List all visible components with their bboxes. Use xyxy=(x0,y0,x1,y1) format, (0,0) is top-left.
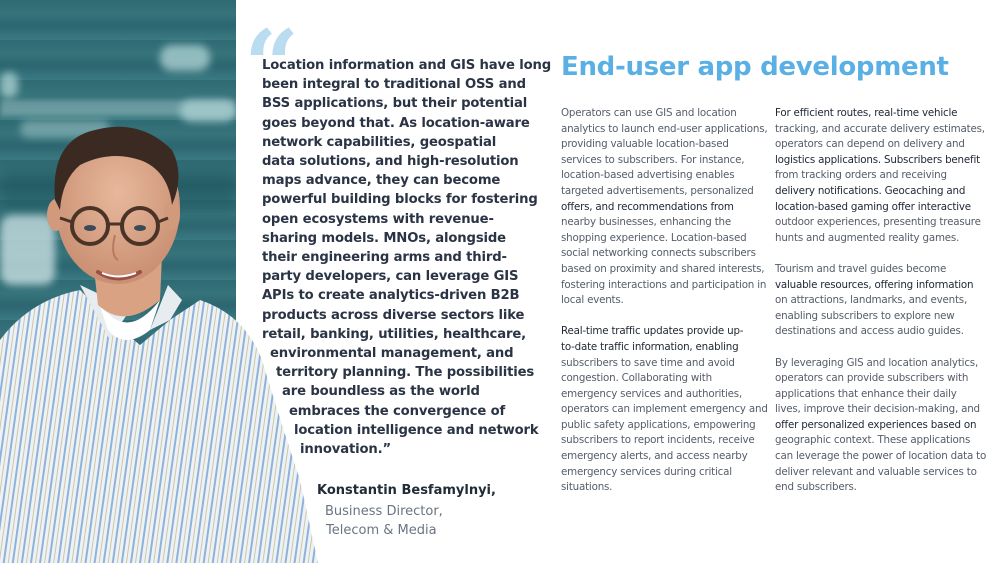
article-paragraph xyxy=(775,262,995,340)
quote-line: their engineering arms and third- xyxy=(262,250,507,266)
quote-line: location intelligence and network xyxy=(294,422,539,438)
paragraph-line: location-based gaming offer interactive xyxy=(775,200,971,213)
pull-quote xyxy=(262,56,552,459)
paragraph-line: services to subscribers. For instance, xyxy=(561,153,745,166)
quote-line: embraces the convergence of xyxy=(289,403,506,419)
quote-line: Location information and GIS have long xyxy=(262,58,552,73)
article-paragraph xyxy=(775,106,995,246)
paragraph-line: lives, improve their decision-making, and xyxy=(775,403,980,416)
paragraph-line: offers, and recommendations from xyxy=(561,200,734,213)
paragraph-line: Real-time traffic updates provide up- xyxy=(561,325,744,338)
quote-line: goes beyond that. As location-aware xyxy=(262,115,530,131)
paragraph-line: fostering interactions and participation in xyxy=(561,278,767,291)
paragraph-line: emergency services and authorities, xyxy=(561,387,743,400)
paragraph-line: subscribers to report incidents, receive xyxy=(561,434,755,447)
quote-mark-icon: “ xyxy=(244,9,294,122)
article-column-left xyxy=(561,106,771,511)
paragraph-line: analytics to launch end-user applications, xyxy=(561,122,768,135)
paragraph-line: valuable resources, offering information xyxy=(775,278,974,291)
paragraph-line: delivery notifications. Geocaching and xyxy=(775,184,966,197)
paragraph-line: emergency services during critical xyxy=(561,465,732,478)
paragraph-line: operators can provide subscribers with xyxy=(775,372,969,385)
paragraph-line: targeted advertisements, personalized xyxy=(561,184,754,197)
paragraph-line: social networking connects subscribers xyxy=(561,247,756,260)
quote-line: party developers, can leverage GIS xyxy=(262,269,519,285)
quote-line: BSS applications, but their potential xyxy=(262,96,528,112)
paragraph-line: on attractions, landmarks, and events, xyxy=(775,294,968,307)
paragraph-line: destinations and access audio guides. xyxy=(775,325,964,338)
quote-line: APIs to create analytics-driven B2B xyxy=(262,288,520,304)
paragraph-line: providing valuable location-based xyxy=(561,138,729,151)
quote-line: been integral to traditional OSS and xyxy=(262,77,526,93)
paragraph-line: tracking, and accurate delivery estimates, xyxy=(775,122,985,135)
quote-author-role xyxy=(325,502,443,540)
paragraph-line: operators can implement emergency and xyxy=(561,403,768,416)
paragraph-line: public safety applications, empowering xyxy=(561,418,756,431)
quote-line: powerful building blocks for fostering xyxy=(262,192,538,208)
paragraph-line: Tourism and travel guides become xyxy=(775,262,947,275)
paragraph-line: local events. xyxy=(561,294,624,307)
article-paragraph xyxy=(775,356,995,496)
paragraph-line: end subscribers. xyxy=(775,481,857,494)
paragraph-line: emergency alerts, and access nearby xyxy=(561,450,748,463)
article-column-right xyxy=(775,106,995,511)
quote-line: open ecosystems with revenue- xyxy=(262,211,494,227)
quote-line: products across diverse sectors like xyxy=(262,307,525,323)
paragraph-line: enabling subscribers to explore new xyxy=(775,309,955,322)
quote-line: innovation.” xyxy=(300,442,392,458)
quote-author-department: Telecom & Media xyxy=(326,523,437,538)
article-title: End-user app development xyxy=(561,52,949,82)
paragraph-line: to-date traffic information, enabling xyxy=(561,340,739,353)
quote-line: network capabilities, geospatial xyxy=(262,134,497,150)
quote-line: territory planning. The possibilities xyxy=(276,365,535,381)
quote-line: maps advance, they can become xyxy=(262,173,501,189)
quote-author-name: Konstantin Besfamylnyi, xyxy=(317,483,496,498)
paragraph-line: hunts and augmented reality games. xyxy=(775,231,960,244)
paragraph-line: offer personalized experiences based on xyxy=(775,418,977,431)
paragraph-line: from tracking orders and receiving xyxy=(775,169,947,182)
quote-line: environmental management, and xyxy=(270,346,514,362)
paragraph-line: deliver relevant and valuable services to xyxy=(775,465,977,478)
article-paragraph xyxy=(561,106,771,309)
paragraph-line: subscribers to save time and avoid xyxy=(561,356,735,369)
article-paragraph xyxy=(561,324,771,496)
paragraph-line: congestion. Collaborating with xyxy=(561,372,712,385)
quote-line: retail, banking, utilities, healthcare, xyxy=(262,326,526,342)
paragraph-line: situations. xyxy=(561,481,613,494)
quote-author-title: Business Director, xyxy=(325,504,443,519)
paragraph-line: logistics applications. Subscribers benefit xyxy=(775,153,980,166)
paragraph-line: outdoor experiences, presenting treasure xyxy=(775,216,981,229)
paragraph-line: Operators can use GIS and location xyxy=(561,107,737,119)
paragraph-line: shopping experience. Location-based xyxy=(561,231,747,244)
quote-line: data solutions, and high-resolution xyxy=(262,154,519,170)
paragraph-line: based on proximity and shared interests, xyxy=(561,262,765,275)
paragraph-line: can leverage the power of location data to xyxy=(775,450,987,463)
paragraph-line: By leveraging GIS and location analytics, xyxy=(775,356,979,369)
quote-line: sharing models. MNOs, alongside xyxy=(262,230,506,246)
paragraph-line: geographic context. These applications xyxy=(775,434,971,447)
paragraph-line: location-based advertising enables xyxy=(561,169,735,182)
quote-line: are boundless as the world xyxy=(282,384,480,400)
paragraph-line: operators can depend on delivery and xyxy=(775,138,965,151)
paragraph-line: For efficient routes, real-time vehicle xyxy=(775,107,958,119)
paragraph-line: applications that enhance their daily xyxy=(775,387,957,400)
paragraph-line: nearby businesses, enhancing the xyxy=(561,216,732,229)
